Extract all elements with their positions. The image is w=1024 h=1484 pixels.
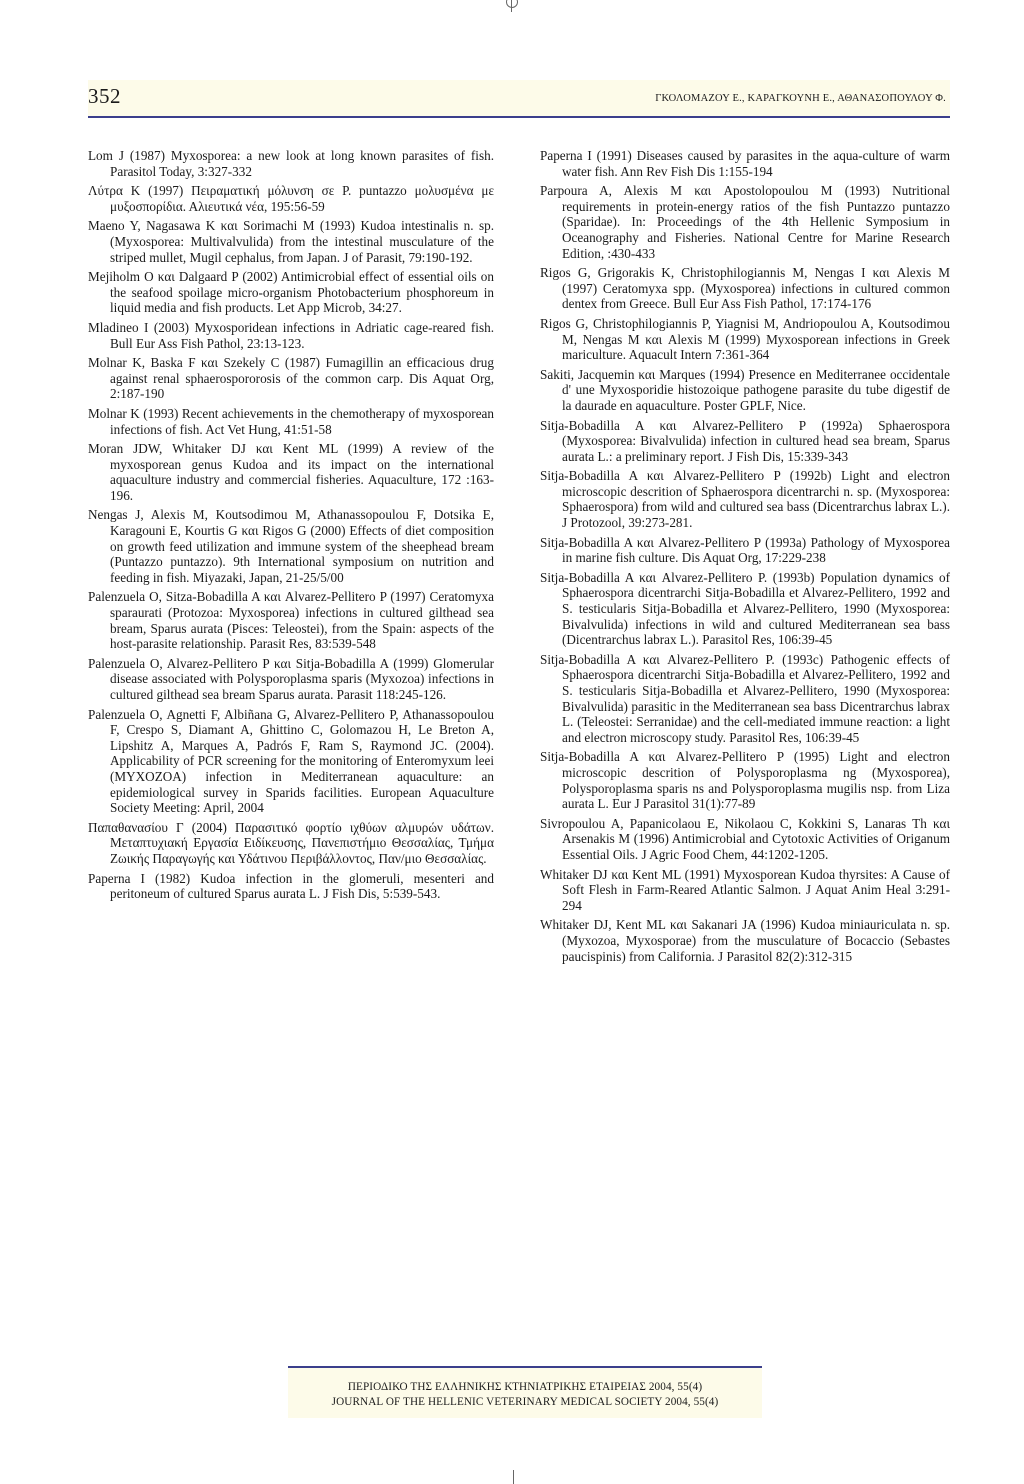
reference-item: Λύτρα Κ (1997) Πειραματική μόλυνση σε P. puntazzo μολυσμένα με μυξοσπορίδια. Αλιευτικά νέα, 195:56-59 [88,183,494,214]
reference-item: Sitja-Bobadilla A και Alvarez-Pellitero P. (1993c) Pathogenic effects of Sphaerospora dicentrarchi Sitja-Bobadilla et Alvarez-Pellitero, 1992 and S. testicularis Sitja-Bobadilla et Alvarez-Pellitero, 1990 (Myxosporea: Bivalvulida) parasitic in the Mediterranean sea bass Dicentrarchus labrax L. (Teleostei: Serranidae) and the cell-mediated immune reaction: a light and electron microscopy study. Parasitol Res, 106:39-45 [540,651,950,745]
page-header [88,80,950,116]
reference-item: Sivropoulou A, Papanicolaou E, Nikolaou C, Kokkini S, Lanaras Th και Arsenakis M (1996) Antimicrobial and Cytotoxic Activities of Origanum Essential Oils. J Agric Food Chem, 44:1202-1205. [540,815,950,862]
reference-item: Mladineo I (2003) Myxosporidean infections in Adriatic cage-reared fish. Bull Eur Ass Fish Pathol, 23:13-123. [88,319,494,351]
reference-item: Whitaker DJ και Kent ML (1991) Myxosporean Kudoa thyrsites: A Cause of Soft Flesh in Farm-Reared Atlantic Salmon. J Aquat Anim Heal 3:291-294 [540,866,950,913]
reference-item: Παπαθανασίου Γ (2004) Παρασιτικό φορτίο ιχθύων αλμυρών υδάτων. Μεταπτυχιακή Εργασία Ειδίκευσης, Πανεπιστήμιο Θεσσαλίας, Τμήμα Ζωικής Παραγωγής και Υδάτινου Περιβάλλοντος, Παν/μιο Θεσσαλίας. [88,819,494,866]
footer-title-english: JOURNAL OF THE HELLENIC VETERINARY MEDICAL SOCIETY 2004, 55(4) [331,1396,719,1408]
reference-item: Nengas J, Alexis M, Koutsodimou M, Athanassopoulou F, Dotsika E, Karagouni E, Kourtis G και Rigos G (2000) Effects of diet composition on growth feed utilization and immune system of the sheephead bream (Puntazzo puntazzo). 9th International symposium on nutrition and feeding in fish. Miyazaki, Japan, 21-25/5/00 [88,507,494,585]
header-rule [88,116,950,118]
reference-item: Molnar K (1993) Recent achievements in the chemotherapy of myxosporean infections of fish. Act Vet Hung, 41:51-58 [88,405,494,437]
reference-item: Parpoura A, Alexis M και Apostolopoulou M (1993) Nutritional requirements in protein-energy ratios of the fish Puntazzo puntazzo (Sparidae). In: Proceedings of the 4th Hellenic Symposium in Oceanography and Fisheries. National Centre for Marine Research Edition, :430-433 [540,183,950,261]
reference-item: Whitaker DJ, Kent ML και Sakanari JA (1996) Kudoa miniauriculata n. sp. (Myxozoa, Myxosporae) from the musculature of Bocaccio (Sebastes paucispinis) from California. J Parasitol 82(2):312-315 [540,917,950,964]
crop-mark-top [511,0,512,12]
reference-item: Lom J (1987) Myxosporea: a new look at long known parasites of fish. Parasitol Today, 3:327-332 [88,148,494,179]
reference-item: Mejiholm O και Dalgaard P (2002) Antimicrobial effect of essential oils on the seafood spoilage micro-organism Photobacterium phosphoreum in liquid media and fish products. Let App Microb, 34:27. [88,269,494,316]
reference-item: Maeno Y, Nagasawa K και Sorimachi M (1993) Kudoa intestinalis n. sp. (Myxosporea: Multivalvulida) from the intestinal musculature of the striped mullet, Mugil cephalus, from Japan. J of Parasit, 79:190-192. [88,218,494,265]
reference-item: Sitja-Bobadilla A και Alvarez-Pellitero P. (1993b) Population dynamics of Sphaerospora dicentrarchi Sitja-Bobadilla et Alvarez-Pellitero, 1992 and S. testicularis Sitja-Bobadilla et Alvarez-Pellitero, 1990 (Myxosporea: Bivalvulida) infections in wild and cultured Mediterranean sea bass (Dicentrarchus labrax L.). Parasitol Res, 106:39-45 [540,569,950,648]
reference-item: Palenzuela O, Agnetti F, Albiñana G, Alvarez-Pellitero P, Athanassopoulou F, Crespo S, Diamant A, Ghittino C, Golomazou H, Le Breton A, Lipshitz A, Marques A, Padrós F, Ram S, Raymond JC. (2004). Applicability of PCR screening for the monitoring of Enteromyxum leei (MYXOZOA) infection in Mediterranean aquaculture: an epidemiological survey in Sparids facilities. European Aquaculture Society Meeting: April, 2004 [88,706,494,816]
reference-item: Palenzuela O, Alvarez-Pellitero P και Sitja-Bobadilla A (1999) Glomerular disease associated with Polysporoplasma sparis (Myxozoa) infections in cultured gilthead sea bream Sparus aurata. Parasit 118:245-126. [88,655,494,702]
references-left-column [88,148,494,906]
reference-item: Sakiti, Jacquemin και Marques (1994) Presence en Mediterranee occidentale d' une Myxosporidie histozoique pathogene parasite du tube digestif de la daurade en aquaculture. Poster GPLF, Nice. [540,366,950,413]
reference-item: Rigos G, Grigorakis K, Christophilogiannis M, Nengas I και Alexis M (1997) Ceratomyxa spp. (Myxosporea) infections in cultured common dentex from Greece. Bull Eur Ass Fish Pathol, 17:174-176 [540,265,950,312]
reference-item: Sitja-Bobadilla A και Alvarez-Pellitero P (1992b) Light and electron microscopic descrition of Sphaerospora dicentrarchi n. sp. (Myxosporea: Sphaerospora) from wild and cultured sea bass (Dicentrarchus labrax L.). J Protozool, 39:273-281. [540,468,950,531]
crop-mark-bottom [513,1470,514,1484]
reference-item: Sitja-Bobadilla A και Alvarez-Pellitero P (1992a) Sphaerospora (Myxosporea: Bivalvulida) infection in cultured head sea bream, Sparus aurata L.: a preliminary report. J Fish Dis, 15:339-343 [540,417,950,464]
page-number: 352 [88,84,121,108]
reference-item: Moran JDW, Whitaker DJ και Kent ML (1999) A review of the myxosporean genus Kudoa and its impact on the international aquaculture industry and commercial fisheries. Aquaculture, 172 :163-196. [88,441,494,503]
references-right-column [540,148,950,968]
footer-title-greek: ΠΕΡΙΟΔΙΚΟ ΤΗΣ ΕΛΛΗΝΙΚΗΣ ΚΤΗΝΙΑΤΡΙΚΗΣ ΕΤΑΙΡΕΙΑΣ 2004, 55(4) [347,1381,703,1393]
reference-item: Sitja-Bobadilla A και Alvarez-Pellitero P (1993a) Pathology of Myxosporea in marine fish culture. Dis Aquat Org, 17:229-238 [540,534,950,566]
reference-item: Palenzuela O, Sitza-Bobadilla A και Alvarez-Pellitero P (1997) Ceratomyxa sparaurati (Protozoa: Myxosporea) infections in cultured gilthead sea bream, Sparus aurata (Pisces: Teleostei), from the Spain: aspects of the host-parasite relationship. Parasit Res, 83:539-548 [88,589,494,652]
reference-item: Molnar K, Baska F και Szekely C (1987) Fumagillin an efficacious drug against renal sphaerospororosis of the common carp. Dis Aquat Org, 2:187-190 [88,355,494,402]
reference-item: Paperna I (1991) Diseases caused by parasites in the aqua-culture of warm water fish. Ann Rev Fish Dis 1:155-194 [540,148,950,179]
reference-item: Paperna I (1982) Kudoa infection in the glomeruli, mesenteri and peritoneum of cultured Sparus aurata L. J Fish Dis, 5:539-543. [88,870,494,902]
crop-mark-top-circle [506,0,518,8]
reference-item: Sitja-Bobadilla A και Alvarez-Pellitero P (1995) Light and electron microscopic descrition of Polysporoplasma ng (Myxosporea), Polysporoplasma sparis ns and Polysporoplasma mugilis nsp. from Liza aurata L. Eur J Parasitol 31(1):77-89 [540,749,950,812]
reference-item: Rigos G, Christophilogiannis P, Yiagnisi M, Andriopoulou A, Koutsodimou M, Nengas M και Alexis M (1999) Myxosporean infections in Greek mariculture. Aquacult Intern 7:361-364 [540,315,950,363]
running-title: ΓΚΟΛΟΜΑΖΟΥ Ε., ΚΑΡΑΓΚΟΥΝΗ Ε., ΑΘΑΝΑΣΟΠΟΥΛΟΥ Φ. [655,93,946,104]
journal-footer [288,1366,762,1418]
